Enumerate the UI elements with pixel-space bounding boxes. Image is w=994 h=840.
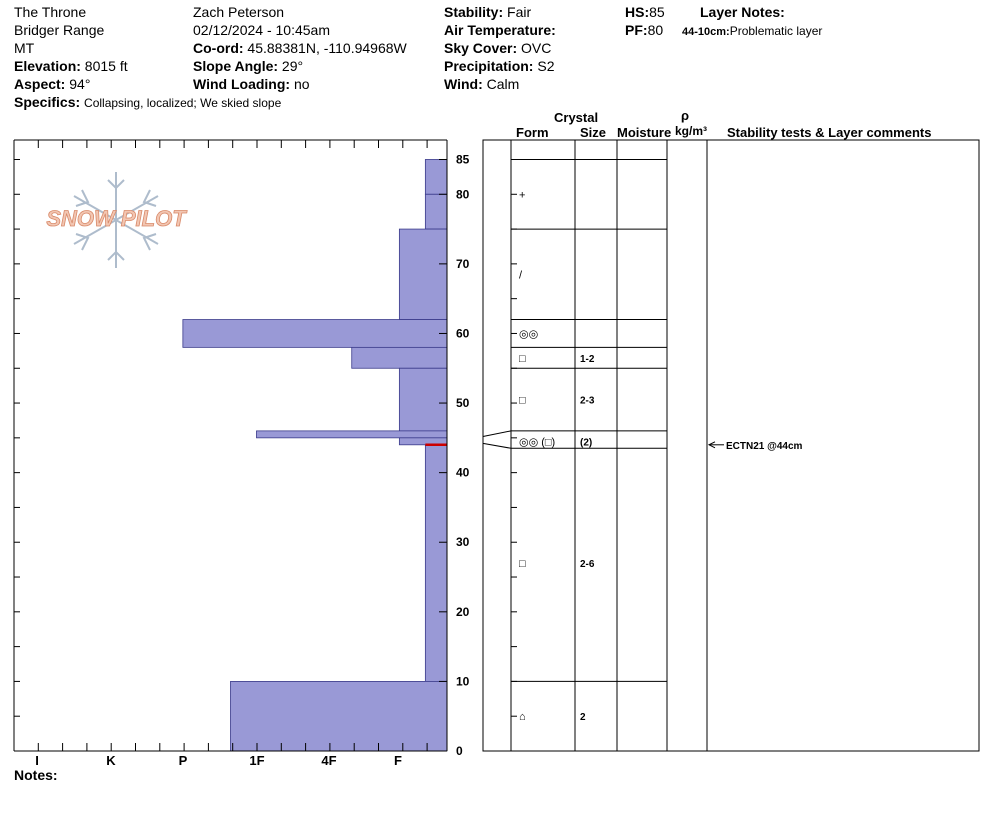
hardness-tick-label: I bbox=[35, 753, 39, 768]
height-tick-label: 80 bbox=[456, 187, 470, 202]
grain-form-symbol: + bbox=[519, 189, 526, 202]
hardness-tick-label: K bbox=[106, 753, 116, 768]
stability-tests-header: Stability tests & Layer comments bbox=[727, 125, 932, 140]
specifics-value: Collapsing, localized; We skied slope bbox=[84, 96, 282, 110]
aspect-value: 94° bbox=[65, 76, 91, 92]
layer-note-range: 44-10cm: bbox=[682, 26, 730, 38]
height-tick-label: 20 bbox=[456, 604, 470, 619]
sky-cover-label: Sky Cover: bbox=[444, 40, 518, 56]
layer-notes-label: Layer Notes: bbox=[700, 4, 785, 20]
observation-datetime: 02/12/2024 - 10:45am bbox=[193, 22, 330, 38]
hardness-bar bbox=[425, 159, 447, 194]
precip-label: Precipitation: bbox=[444, 58, 534, 74]
hs-label: HS: bbox=[625, 4, 650, 20]
height-tick-label: 70 bbox=[456, 256, 470, 271]
form-header: Form bbox=[516, 125, 549, 140]
grain-size-label: 2 bbox=[580, 712, 586, 724]
moisture-header: Moisture bbox=[617, 125, 672, 140]
air-temp-label: Air Temperature: bbox=[444, 22, 556, 38]
hardness-bar bbox=[256, 431, 447, 438]
specifics-label: Specifics: bbox=[14, 94, 81, 110]
aspect-label: Aspect: bbox=[14, 76, 66, 92]
location-name: The Throne bbox=[14, 4, 87, 20]
hardness-tick-label: P bbox=[178, 753, 188, 768]
hardness-bar bbox=[231, 681, 448, 751]
height-tick-label: 60 bbox=[456, 326, 470, 341]
height-tick-label: 30 bbox=[456, 535, 470, 550]
grain-size-label: (2) bbox=[580, 437, 593, 449]
stability-value: Fair bbox=[503, 4, 532, 20]
hardness-bar bbox=[352, 347, 447, 368]
grain-size-label: 2-3 bbox=[580, 395, 595, 407]
hardness-bar bbox=[425, 445, 447, 682]
wind-loading-value: no bbox=[290, 76, 310, 92]
hardness-tick-label: 4F bbox=[321, 753, 337, 768]
pf-value: 80 bbox=[647, 22, 664, 38]
grain-form-symbol: ◎◎ (□) bbox=[519, 436, 556, 449]
grain-form-symbol: / bbox=[519, 269, 523, 282]
stability-label: Stability: bbox=[444, 4, 504, 20]
notes-label: Notes: bbox=[14, 767, 58, 783]
height-tick-label: 85 bbox=[456, 152, 470, 167]
slope-label: Slope Angle: bbox=[193, 58, 279, 74]
pf-label: PF: bbox=[625, 22, 648, 38]
hs-value: 85 bbox=[649, 4, 665, 20]
sky-cover-value: OVC bbox=[517, 40, 552, 56]
range-name: Bridger Range bbox=[14, 22, 105, 38]
crystal-header: Crystal bbox=[554, 110, 599, 125]
height-tick-label: 10 bbox=[456, 674, 470, 689]
grain-form-symbol: □ bbox=[519, 394, 526, 407]
grain-size-label: 1-2 bbox=[580, 353, 595, 365]
grain-form-symbol: ⌂ bbox=[519, 711, 526, 724]
wind-label: Wind: bbox=[444, 76, 483, 92]
height-tick-label: 50 bbox=[456, 396, 470, 411]
wind-value: Calm bbox=[482, 76, 520, 92]
slope-value: 29° bbox=[278, 58, 304, 74]
state-name: MT bbox=[14, 40, 35, 56]
grain-size-label: 2-6 bbox=[580, 559, 595, 571]
precip-value: S2 bbox=[533, 58, 555, 74]
wind-loading-label: Wind Loading: bbox=[193, 76, 291, 92]
elevation-value: 8015 ft bbox=[80, 58, 128, 74]
coord-label: Co-ord: bbox=[193, 40, 244, 56]
grain-form-symbol: □ bbox=[519, 558, 526, 571]
density-symbol: ρ bbox=[681, 108, 690, 123]
stability-test-label: ECTN21 @44cm bbox=[726, 440, 803, 452]
hardness-bar bbox=[399, 368, 447, 431]
layer-note-text: Problematic layer bbox=[729, 24, 823, 38]
height-tick-label: 40 bbox=[456, 465, 470, 480]
layer-connector bbox=[483, 431, 511, 437]
density-unit: kg/m³ bbox=[675, 124, 708, 138]
size-header: Size bbox=[580, 125, 607, 140]
grain-form-symbol: ◎◎ bbox=[519, 328, 539, 341]
height-tick-label: 0 bbox=[456, 744, 463, 758]
logo-text: SNOW PILOT bbox=[46, 206, 186, 231]
observer-name: Zach Peterson bbox=[193, 4, 285, 20]
hardness-tick-label: F bbox=[394, 753, 402, 768]
hardness-tick-label: 1F bbox=[249, 753, 265, 768]
grain-form-symbol: □ bbox=[519, 352, 526, 365]
hardness-bar bbox=[425, 194, 447, 229]
hardness-bar bbox=[399, 229, 447, 319]
elevation-label: Elevation: bbox=[14, 58, 81, 74]
hardness-bar bbox=[183, 320, 447, 348]
coord-value: 45.88381N, -110.94968W bbox=[243, 40, 407, 56]
layer-connector bbox=[483, 443, 511, 448]
